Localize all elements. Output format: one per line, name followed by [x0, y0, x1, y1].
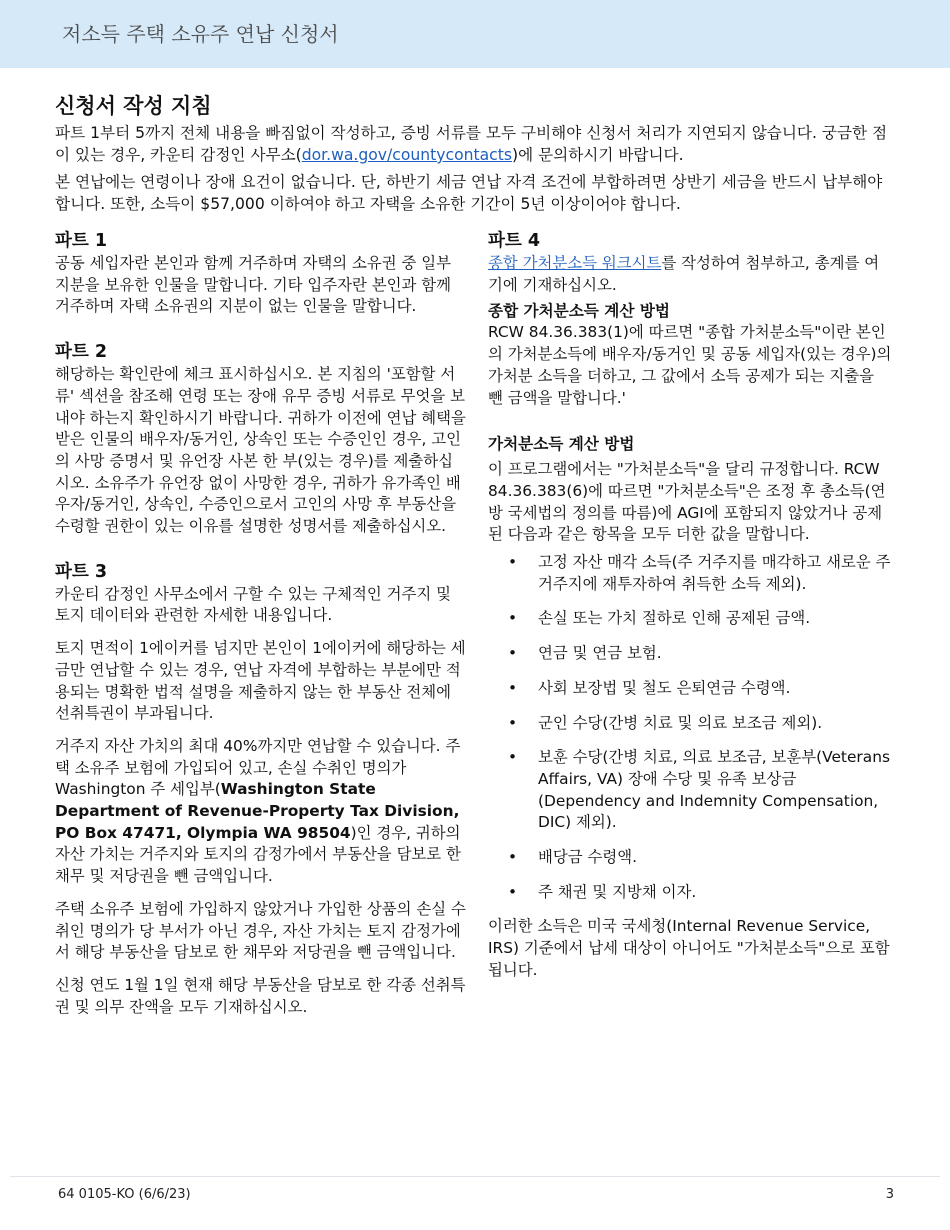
header-band	[0, 0, 950, 68]
county-contacts-link[interactable]: dor.wa.gov/countycontacts	[301, 146, 512, 164]
disposable-income-heading: 가처분소득 계산 방법	[488, 435, 635, 454]
footer-divider	[10, 1176, 940, 1177]
list-item: • 보훈 수당(간병 치료, 의료 보조금, 보훈부(Veterans Affairs, VA) 장애 수당 및 유족 보상금(Dependency and Indemnity Compensation, DIC) 제외).	[508, 748, 890, 832]
part3-paragraph-2: 토지 면적이 1에이커를 넘지만 본인이 1에이커에 해당하는 세금만 연납할 수 있는 경우, 연납 자격에 부합하는 부분에만 적용되는 명확한 법적 설명을 제출하지 않는 한 부동산 전체에 선취특권이 부과됩니다.	[55, 639, 466, 723]
income-items-list	[488, 552, 893, 903]
part3-paragraph-1: 카운티 감정인 사무소에서 구할 수 있는 구체적인 거주지 및 토지 데이터와 관련한 자세한 내용입니다.	[55, 584, 451, 625]
combined-income-text: RCW 84.36.383(1)에 따르면 "종합 가처분소득"이란 본인의 가처분소득에 배우자/동거인 및 공동 세입자(있는 경우)의 가처분 소득을 더하고, 그 값에서 소득 공제가 되는 지출을 뺀 금액을 말합니다.'	[488, 323, 892, 407]
list-item: • 고정 자산 매각 소득(주 거주지를 매각하고 새로운 주 거주지에 재투자하여 취득한 소득 제외).	[508, 553, 891, 593]
worksheet-link[interactable]: 종합 가처분소득 워크시트	[488, 254, 662, 272]
form-id: 64 0105-KO (6/6/23)	[58, 1187, 191, 1202]
page-title: 저소득 주택 소유주 연납 신청서	[62, 22, 339, 46]
part4-heading: 파트 4	[488, 231, 541, 251]
page-number: 3	[885, 1187, 894, 1202]
part3-paragraph-4: 주택 소유주 보험에 가입하지 않았거나 가입한 상품의 손실 수취인 명의가 당 부서가 아닌 경우, 자산 가치는 토지 감정가에서 해당 부동산을 담보로 한 채무와 저당권을 뺀 금액입니다.	[55, 899, 466, 962]
part3-paragraph-3: 거주지 자산 가치의 최대 40%까지만 연납할 수 있습니다. 주택 소유주 보험에 가입되어 있고, 손실 수취인 명의가 Washington 주 세입부(Washington State Department of Revenue-Property Tax Division, PO Box 47471, Olympia WA 98504)인 경우, 귀하의 자산 가치는 거주지와 토지의 감정가에서 부동산을 담보로 한 채무 및 저당권을 뺀 금액입니다.	[55, 736, 461, 886]
left-column	[55, 229, 467, 1018]
instructions-section	[55, 92, 895, 220]
list-item: • 사회 보장법 및 철도 은퇴연금 수령액.	[508, 678, 791, 697]
part3-heading: 파트 3	[55, 561, 108, 582]
right-column	[488, 229, 893, 982]
instructions-paragraph-1: 파트 1부터 5까지 전체 내용을 빠짐없이 작성하고, 증빙 서류를 모두 구비해야 신청서 처리가 지연되지 않습니다. 궁금한 점이 있는 경우, 카운티 감정인 사무소(dor.wa.gov/countycontacts)에 문의하시기 바랍니다.	[55, 124, 888, 164]
part3-paragraph-5: 신청 연도 1월 1일 현재 해당 부동산을 담보로 한 각종 선취특권 및 의무 잔액을 모두 기재하십시오.	[55, 975, 466, 1016]
part1-heading: 파트 1	[55, 231, 108, 251]
part4-closing: 이러한 소득은 미국 국세청(Internal Revenue Service, IRS) 기준에서 납세 대상이 아니어도 "가처분소득"으로 포함됩니다.	[488, 917, 890, 979]
part2-text: 해당하는 확인란에 체크 표시하십시오. 본 지침의 '포함할 서류' 섹션을 참조해 연령 또는 장애 유무 증빙 서류로 무엇을 보내야 하는지 확인하시기 바랍니다. 귀하가 이전에 연납 혜택을 받은 인물의 배우자/동거인, 상속인 또는 수증인인 경우, 고인의 사망 증명서 및 유언장 사본 한 부(있는 경우)를 제출하십시오. 소유주가 유언장 없이 사망한 경우, 귀하가 유가족인 배우자/동거인, 상속인, 수증인으로서 고인의 사망 후 부동산을 수령할 권한이 있는 이유를 설명한 성명서를 제출하십시오.	[55, 365, 466, 536]
list-item: • 연금 및 연금 보험.	[508, 644, 662, 663]
part2-heading: 파트 2	[55, 342, 108, 363]
part4-intro: 종합 가처분소득 워크시트를 작성하여 첨부하고, 총계를 여기에 기재하십시오.	[488, 254, 880, 294]
combined-income-heading: 종합 가처분소득 계산 방법	[488, 302, 670, 321]
disposable-income-text: 이 프로그램에서는 "가처분소득"을 달리 규정합니다. RCW 84.36.383(6)에 따르면 "가처분소득"은 조정 후 총소득(연방 국세법의 정의를 따름)에 AGI에 포함되지 않았거나 공제된 다음과 같은 항목을 모두 더한 값을 말합니다.	[488, 460, 886, 544]
list-item: • 군인 수당(간병 치료 및 의료 보조금 제외).	[508, 713, 823, 732]
list-item: • 배당금 수령액.	[508, 848, 637, 867]
list-item: • 손실 또는 가치 절하로 인해 공제된 금액.	[508, 609, 811, 628]
instructions-paragraph-2: 본 연납에는 연령이나 장애 요건이 없습니다. 단, 하반기 세금 연납 자격 조건에 부합하려면 상반기 세금을 반드시 납부해야 합니다. 또한, 소득이 $57,000 이하여야 하고 자택을 소유한 기간이 5년 이상이어야 합니다.	[55, 173, 883, 213]
list-item: • 주 채권 및 지방채 이자.	[508, 882, 697, 901]
instructions-heading: 신청서 작성 지침	[55, 94, 212, 118]
part1-text: 공동 세입자란 본인과 함께 거주하며 자택의 소유권 중 일부 지분을 보유한 인물을 말합니다. 기타 입주자란 본인과 함께 거주하며 자택 소유권의 지분이 없는 인물을 말합니다.	[55, 254, 451, 316]
